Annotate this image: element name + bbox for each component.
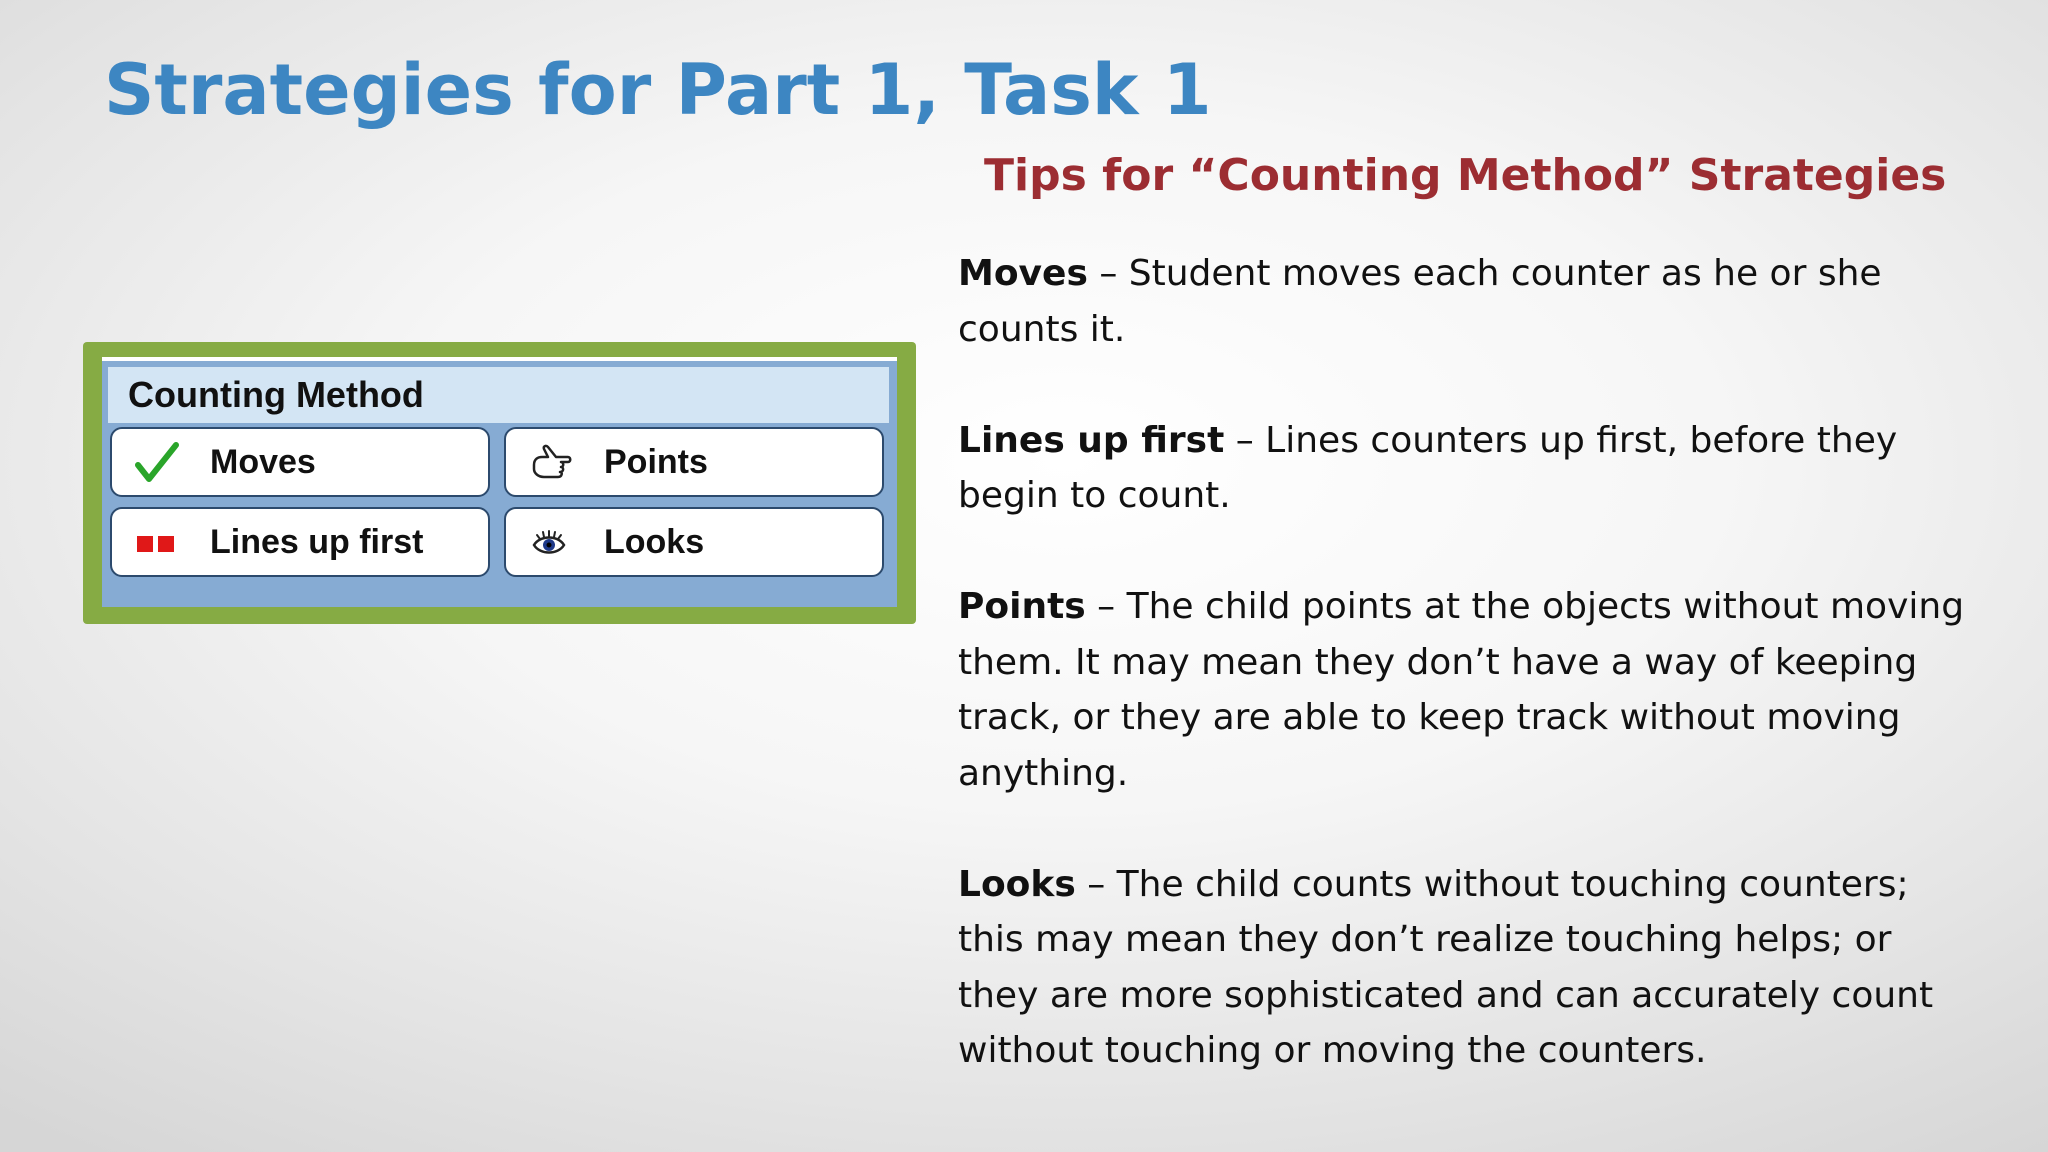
counting-method-widget (83, 342, 916, 624)
tip-looks (958, 857, 1968, 1079)
looks-button[interactable] (504, 507, 884, 577)
tips-heading: Tips for “Counting Method” Strategies (984, 150, 1947, 201)
tip-term: Moves (958, 253, 1088, 294)
eye-icon (528, 521, 574, 565)
slide-title: Strategies for Part 1, Task 1 (104, 49, 1212, 131)
tip-text: – Student moves each counter as he or she counts it. (958, 253, 1882, 350)
points-button[interactable] (504, 427, 884, 497)
moves-button[interactable] (110, 427, 490, 497)
tip-text: – The child points at the objects without moving them. It may mean they don’t have a way of keeping track, or they are able to keep track without moving anything. (958, 586, 1965, 794)
looks-label: Looks (604, 523, 705, 561)
counting-method-panel (102, 357, 897, 607)
tips-list (958, 246, 1968, 1079)
checkmark-icon (134, 441, 180, 485)
tip-text: – Lines counters up first, before they begin to count. (958, 419, 1898, 516)
pointing-hand-icon (528, 441, 574, 485)
points-label: Points (604, 443, 708, 481)
tip-moves (958, 246, 1968, 357)
moves-label: Moves (210, 443, 316, 481)
red-squares-icon (134, 521, 180, 565)
tip-text: – The child counts without touching counters; this may mean they don’t realize touching helps; or they are more sophisticated and can accurately count without touching or moving the counters. (958, 863, 1934, 1071)
lines-up-first-button[interactable] (110, 507, 490, 577)
lines-up-first-label: Lines up first (210, 523, 424, 561)
tip-term: Looks (958, 863, 1076, 905)
counting-method-header: Counting Method (108, 367, 889, 423)
tip-term: Points (958, 586, 1086, 627)
tip-term: Lines up first (958, 419, 1225, 461)
tip-lines-up-first (958, 413, 1968, 524)
tip-points (958, 579, 1968, 801)
